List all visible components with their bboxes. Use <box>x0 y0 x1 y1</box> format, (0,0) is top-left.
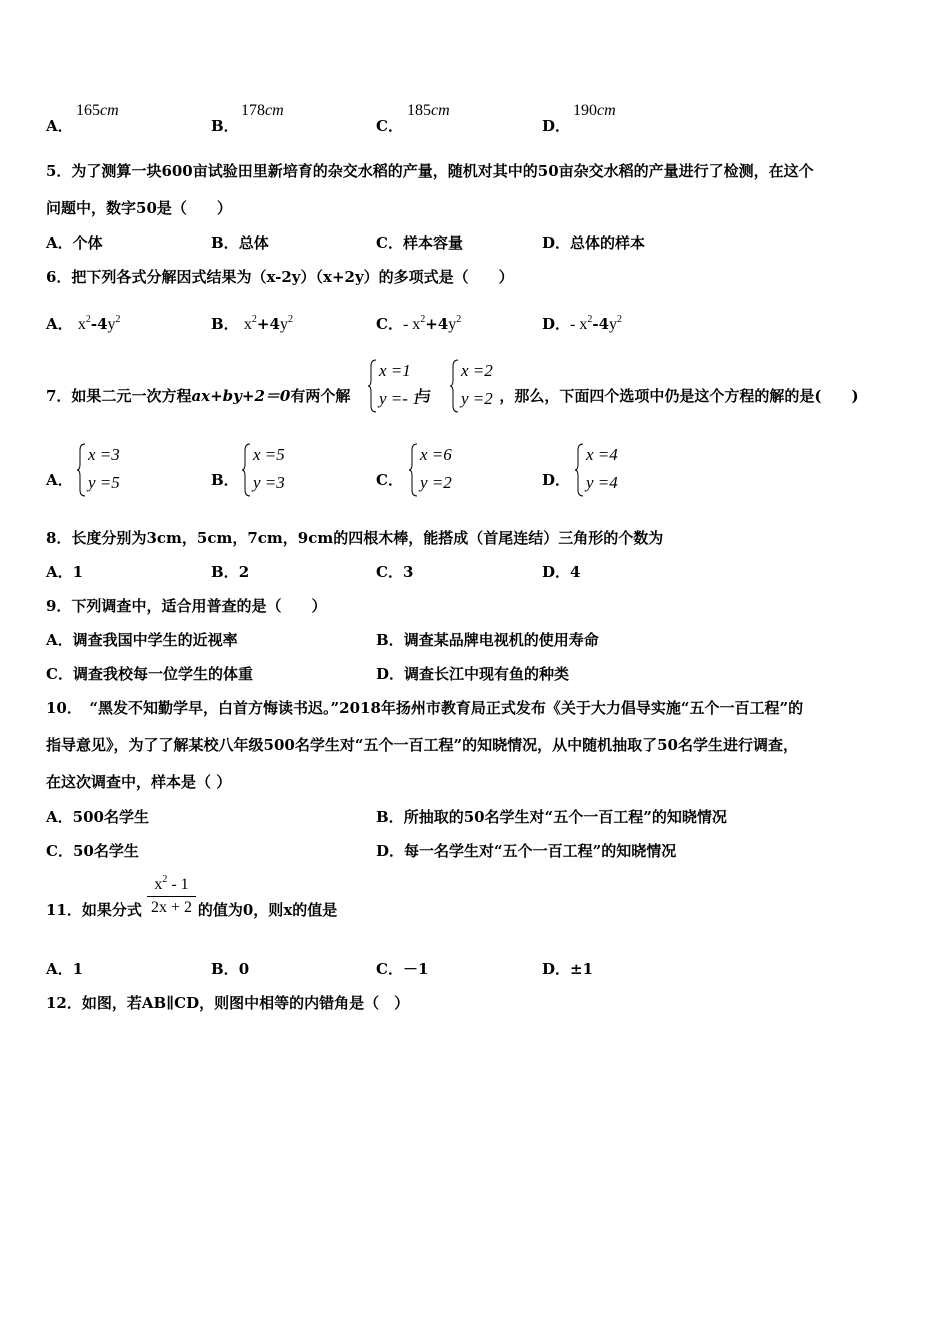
q7-sol1: x =1 y =- 1 <box>379 361 421 408</box>
q10-stem-line1: 10． “黑发不知勤学早，白首方悔读书迟。”2018年扬州市教育局正式发布《关于大力倡导实施“五个一百工程”的 <box>46 699 804 717</box>
q7-c-brace <box>409 442 419 498</box>
q7-a-brace <box>77 442 87 498</box>
q11-option-a[interactable]: A．1 <box>46 960 84 978</box>
q7-sol2-brace <box>450 358 460 414</box>
q5-option-a[interactable]: A．个体 <box>46 234 103 252</box>
q4-option-d[interactable]: D． <box>542 117 571 135</box>
q7-option-c[interactable]: C． <box>376 471 403 489</box>
q9-option-d[interactable]: D．调查长江中现有鱼的种类 <box>376 665 570 683</box>
q10-option-b[interactable]: B．所抽取的50名学生对“五个一百工程”的知晓情况 <box>376 808 727 826</box>
q5-stem-line2: 问题中，数字50是（ ） <box>46 199 232 217</box>
q5-option-d[interactable]: D．总体的样本 <box>542 234 646 252</box>
q6-option-c[interactable]: C．- $x^2+4y^2$ <box>376 314 462 333</box>
q6-b-expr: $x^2$ <box>243 314 257 333</box>
q4-option-c[interactable]: C． <box>376 117 403 135</box>
q6-c-expr: $x^2$ <box>412 314 426 333</box>
q9-option-a[interactable]: A．调查我国中学生的近视率 <box>46 631 238 649</box>
q8-option-d[interactable]: D．4 <box>542 563 581 581</box>
q7-d-system: x =4 y =4 <box>586 445 618 492</box>
q10-option-c[interactable]: C．50名学生 <box>46 842 139 860</box>
q9-option-b[interactable]: B．调查某品牌电视机的使用寿命 <box>376 631 599 649</box>
q7-d-brace <box>575 442 585 498</box>
q11-fraction: $\frac{x^2 - 1}{2x + 2}$ <box>147 876 196 917</box>
q8-option-c[interactable]: C．3 <box>376 563 414 581</box>
q10-stem-line3: 在这次调查中，样本是（ ） <box>46 773 232 791</box>
q4-option-b-value: 178cm <box>241 102 284 119</box>
q11-option-c[interactable]: C．－1 <box>376 960 429 978</box>
q6-option-b[interactable]: B． $x^2+4y^2$ <box>211 314 293 333</box>
q4-option-b[interactable]: B． <box>211 117 239 135</box>
q9-option-c[interactable]: C．调查我校每一位学生的体重 <box>46 665 253 683</box>
q5-option-b[interactable]: B．总体 <box>211 234 269 252</box>
q7-option-a[interactable]: A． <box>46 471 73 489</box>
q4-option-a-value: 165cm <box>76 102 119 119</box>
q4-option-a[interactable]: A． <box>46 117 73 135</box>
q6-d-expr: $x^2$ <box>579 314 593 333</box>
q8-option-a[interactable]: A．1 <box>46 563 84 581</box>
q12-stem: 12．如图，若AB∥CD，则图中相等的内错角是（ ） <box>46 994 410 1012</box>
q8-option-b[interactable]: B．2 <box>211 563 250 581</box>
q7-c-system: x =6 y =2 <box>420 445 452 492</box>
q7-b-brace <box>242 442 252 498</box>
q5-option-c[interactable]: C．样本容量 <box>376 234 463 252</box>
q4-option-c-value: 185cm <box>407 102 450 119</box>
q7-option-b[interactable]: B． <box>211 471 239 489</box>
q8-stem: 8．长度分别为3cm，5cm，7cm，9cm的四根木棒，能搭成（首尾连结）三角形的个数为 <box>46 529 664 547</box>
q10-option-d[interactable]: D．每一名学生对“五个一百工程”的知晓情况 <box>376 842 677 860</box>
q7-b-system: x =5 y =3 <box>253 445 285 492</box>
q6-a-expr: $x^2$ <box>77 314 91 333</box>
q11-stem: 11．如果分式 的值为0，则x的值是 <box>46 901 338 919</box>
q7-option-d[interactable]: D． <box>542 471 571 489</box>
q11-option-b[interactable]: B．0 <box>211 960 250 978</box>
q7-stem: 7．如果二元一次方程ax+by+2＝0有两个解 与 ，那么，下面四个选项中仍是这个方程的解的是( ) <box>46 387 859 405</box>
q11-option-d[interactable]: D．±1 <box>542 960 594 978</box>
q6-option-d[interactable]: D．- $x^2-4y^2$ <box>542 314 623 333</box>
q10-option-a[interactable]: A．500名学生 <box>46 808 149 826</box>
q7-a-system: x =3 y =5 <box>88 445 120 492</box>
q4-option-d-value: 190cm <box>573 102 616 119</box>
q7-sol2: x =2 y =2 <box>461 361 493 408</box>
q9-stem: 9．下列调查中，适合用普查的是（ ） <box>46 597 327 615</box>
q6-stem: 6．把下列各式分解因式结果为（x-2y）（x+2y）的多项式是（ ） <box>46 268 514 286</box>
q5-stem-line1: 5．为了测算一块600亩试验田里新培育的杂交水稻的产量，随机对其中的50亩杂交水稻的产量进行了检测，在这个 <box>46 162 814 180</box>
q7-sol1-brace <box>368 358 378 414</box>
q10-stem-line2: 指导意见》，为了了解某校八年级500名学生对“五个一百工程”的知晓情况，从中随机抽取了50名学生进行调查， <box>46 736 798 754</box>
q6-option-a[interactable]: A． $x^2-4y^2$ <box>46 314 121 333</box>
